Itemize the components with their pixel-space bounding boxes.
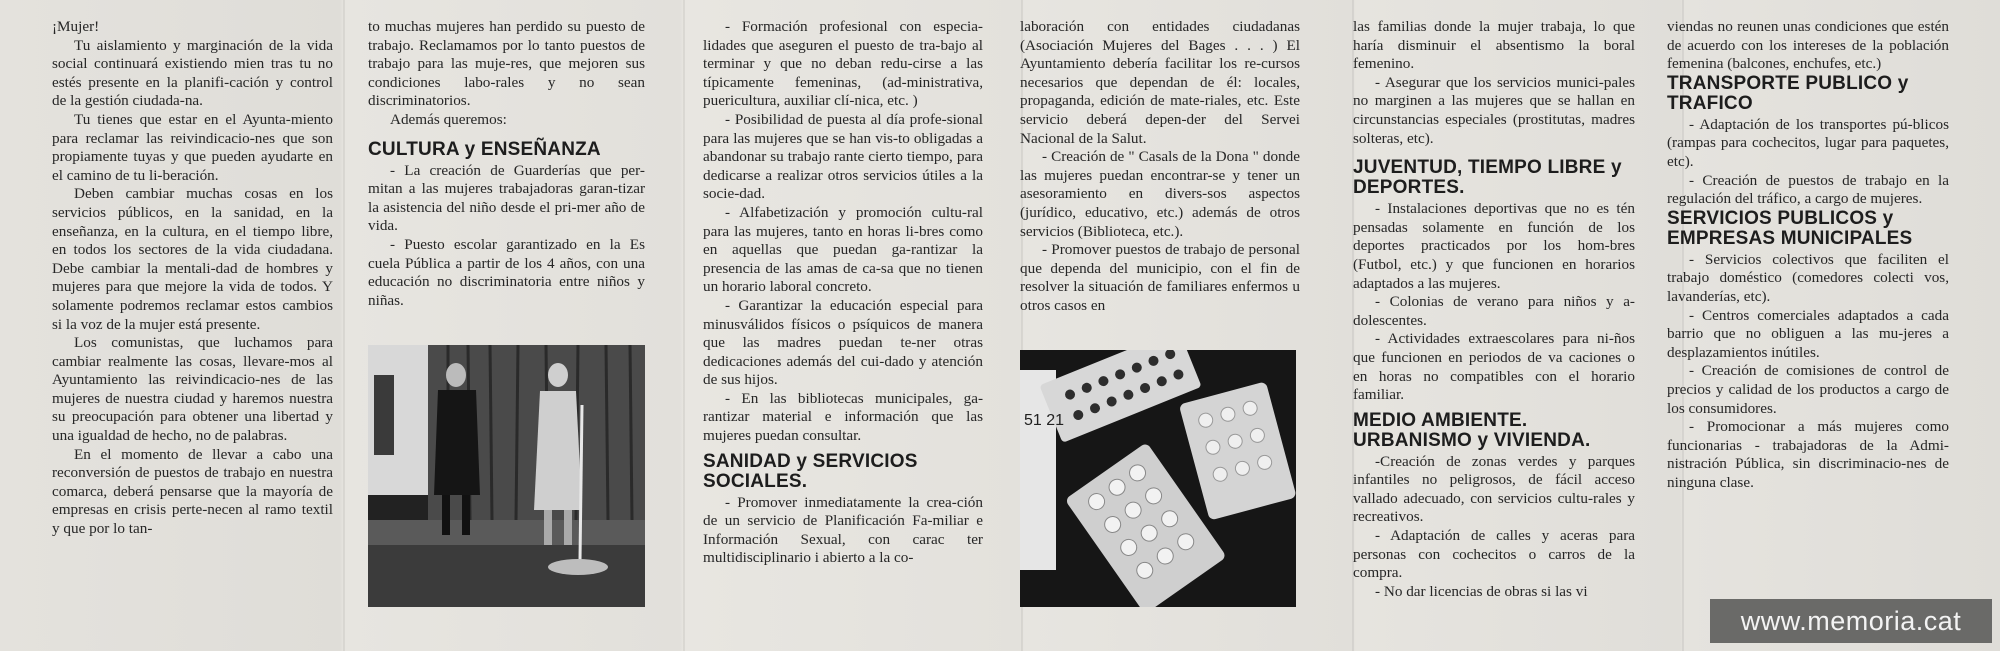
photo-graphic bbox=[1020, 350, 1296, 607]
list-item: - La creación de Guarderías que per-mitan a las mujeres trabajadoras garan-tizar la asistencia del niño desde el pri-mer año de vida. bbox=[368, 161, 645, 235]
list-item: - Alfabetización y promoción cultu-ral para las mujeres, tanto en horas li-bres como en aquellas que puedan ga-rantizar la presencia de las amas de ca-sa que no tienen un horario laboral concreto. bbox=[703, 203, 983, 296]
watermark-link[interactable]: www.memoria.cat bbox=[1710, 599, 1992, 643]
list-item: - Creación de comisiones de control de precios y calidad de los productos a cargo de los consumidores. bbox=[1667, 362, 1949, 417]
list-item: - Formación profesional con especia-lidades que aseguren el puesto de tra-bajo al terminar y que no deban redu-cirse a las típicamente femeninas, (ad-ministrativa, puericultura, auxiliar clí-nica, etc. ) bbox=[703, 18, 983, 110]
list-item: - Actividades extraescolares para ni-ños que funcionen en periodos de va caciones o en horas no compatibles con el horario familiar. bbox=[1353, 330, 1635, 404]
list-item: - Servicios colectivos que faciliten el trabajo doméstico (comedores colecti vos, lavanderías, etc). bbox=[1667, 250, 1949, 305]
photo-women-cleaning bbox=[368, 345, 645, 607]
list-item: - Promover puestos de trabajo de personal que dependa del municipio, con el fin de resolver la situación de familiares enfermos u otros casos en bbox=[1020, 241, 1300, 314]
list-item: -Creación de zonas verdes y parques infantiles no peligrosos, de fácil acceso vallado adecuado, con servicios cultu-rales y recreativos. bbox=[1353, 452, 1635, 526]
pack-label: 51 21 bbox=[1024, 412, 1065, 429]
list-item: - Garantizar la educación especial para minusválidos físicos o psíquicos de manera que las madres puedan te-ner otras dedicaciones además del cui-dado y atención de sus hijos. bbox=[703, 296, 983, 389]
paragraph: laboración con entidades ciudadanas (Asociación Mujeres del Bages . . . ) El Ayuntamiento debería facilitar los re-cursos necesarios que dependan de él: locales, propaganda, edición de mate-riales, etc. Este servicio deberá depen-der del Servei Nacional de la Salut. bbox=[1020, 18, 1300, 147]
paragraph: Los comunistas, que luchamos para cambiar realmente las cosas, llevare-mos al Ayuntamiento las reivindicacio-nes de las mujeres de nuestra ciudad y haremos nuestra su preocupación para obtener una libertad y una igualdad de hecho, no de palabras. bbox=[52, 334, 333, 445]
list-item: - Creación de puestos de trabajo en la regulación del tráfico, a cargo de mujeres. bbox=[1667, 171, 1949, 208]
list-item: - Instalaciones deportivas que no es tén pensadas solamente en función de los deportes practicados por los hom-bres (Futbol, etc.) y que funcionen en horarios adaptados a las mujeres. bbox=[1353, 200, 1635, 292]
fold-line bbox=[343, 0, 345, 651]
photo-graphic bbox=[368, 345, 645, 607]
section-heading-juventud: JUVENTUD, TIEMPO LIBRE y DEPORTES. bbox=[1353, 157, 1622, 199]
paragraph: Tu tienes que estar en el Ayunta-miento para reclamar las reivindicacio-nes que son propiamente tuyas y que pueden ayudarte en el camino de tu li-beración. bbox=[52, 110, 333, 184]
paragraph: to muchas mujeres han perdido su puesto de trabajo. Reclamamos por lo tanto puestos de trabajo para las muje-res, que mejoren sus condiciones labo-rales y no sean discriminatorios. bbox=[368, 18, 645, 110]
paragraph: Deben cambiar muchas cosas en los servicios públicos, en la sanidad, en la enseñanza, en la cultura, en el tiempo libre, en todos los sectores de la vida ciudadana. Debe cambiar la mentali-dad de hombres y mujeres para que mejore la vida de todos. Y solamente podremos reclamar estos cambios si la voz de la mujer está presente. bbox=[52, 185, 333, 333]
paragraph: Además queremos: bbox=[390, 110, 507, 128]
fold-line bbox=[683, 0, 685, 651]
column-4 bbox=[1020, 18, 1300, 316]
list-item: - No dar licencias de obras si las vi bbox=[1375, 582, 1588, 600]
section-heading-medio-ambiente: MEDIO AMBIENTE. URBANISMO y VIVIENDA. bbox=[1353, 409, 1591, 451]
paragraph: viendas no reunen unas condiciones que estén de acuerdo con los intereses de la población femenina (balcones, enchufes, etc.) bbox=[1667, 18, 1949, 73]
salutation: ¡Mujer! bbox=[52, 18, 100, 35]
column-6 bbox=[1667, 18, 1949, 492]
list-item: - Promocionar a más mujeres como funcionarias - trabajadoras de la Admi-nistración Pública, sin discriminacio-nes de ninguna clase. bbox=[1667, 418, 1949, 491]
column-1 bbox=[52, 18, 333, 539]
paragraph: En el momento de llevar a cabo una reconversión de puestos de trabajo en nuestra comarca, deberá pensarse que la mayoría de empresas en crisis perte-necen al ramo textil y que por lo tan- bbox=[52, 445, 333, 538]
list-item: - Posibilidad de puesta al día profe-sional para las mujeres que se han vis-to obligadas a abandonar su trabajo rante cierto tiempo, para dedicarse a realizar otros servicios útiles a la socie-dad. bbox=[703, 110, 983, 203]
paragraph: Tu aislamiento y marginación de la vida social continuará existiendo mien tras tu no estés presente en la planifi-cación y control de la gestión ciudada-na. bbox=[52, 36, 333, 110]
list-item: - Creación de " Casals de la Dona " donde las mujeres puedan encontrar-se y tener un asesoramiento en divers-sos aspectos (jurídico, educativo, etc.) además de otros servicios (Biblioteca, etc.). bbox=[1020, 148, 1300, 240]
column-2 bbox=[368, 18, 645, 310]
list-item: - En las bibliotecas municipales, ga-rantizar material e información que las mujeres puedan consultar. bbox=[703, 389, 983, 445]
list-item: - Adaptación de los transportes pú-blicos (rampas para cochecitos, lugar para paquetes, etc). bbox=[1667, 115, 1949, 170]
list-item: - Asegurar que los servicios munici-pales no marginen a las mujeres que se hallan en circunstancias especiales (prostitutas, madres solteras, etc). bbox=[1353, 73, 1635, 147]
section-heading-cultura: CULTURA y ENSEÑANZA bbox=[368, 138, 601, 160]
photo-contraceptive-pills bbox=[1020, 350, 1296, 607]
section-heading-sanidad: SANIDAD y SERVICIOS SOCIALES. bbox=[703, 450, 918, 492]
column-3 bbox=[703, 18, 983, 568]
list-item: - Adaptación de calles y aceras para personas con cochecitos o carros de la compra. bbox=[1353, 527, 1635, 582]
column-5 bbox=[1353, 18, 1635, 601]
list-item: - Colonias de verano para niños y a-dolescentes. bbox=[1353, 293, 1635, 329]
list-item: - Promover inmediatamente la crea-ción de un servicio de Planificación Fa-miliar e Información Sexual, con carac ter multidisciplinario i abierto a la co- bbox=[703, 493, 983, 567]
section-heading-servicios: SERVICIOS PUBLICOS y EMPRESAS MUNICIPALES bbox=[1667, 207, 1913, 249]
list-item: - Centros comerciales adaptados a cada barrio que no obliguen a las mu-jeres a desplazamientos inútiles. bbox=[1667, 306, 1949, 361]
list-item: - Puesto escolar garantizado en la Es cuela Pública a partir de los 4 años, con una educación no discriminatoria entre niños y niñas. bbox=[368, 235, 645, 309]
paragraph: las familias donde la mujer trabaja, lo que haría disminuir el absentismo la boral femenino. bbox=[1353, 18, 1635, 73]
section-heading-transporte: TRANSPORTE PUBLICO y TRAFICO bbox=[1667, 72, 1909, 114]
